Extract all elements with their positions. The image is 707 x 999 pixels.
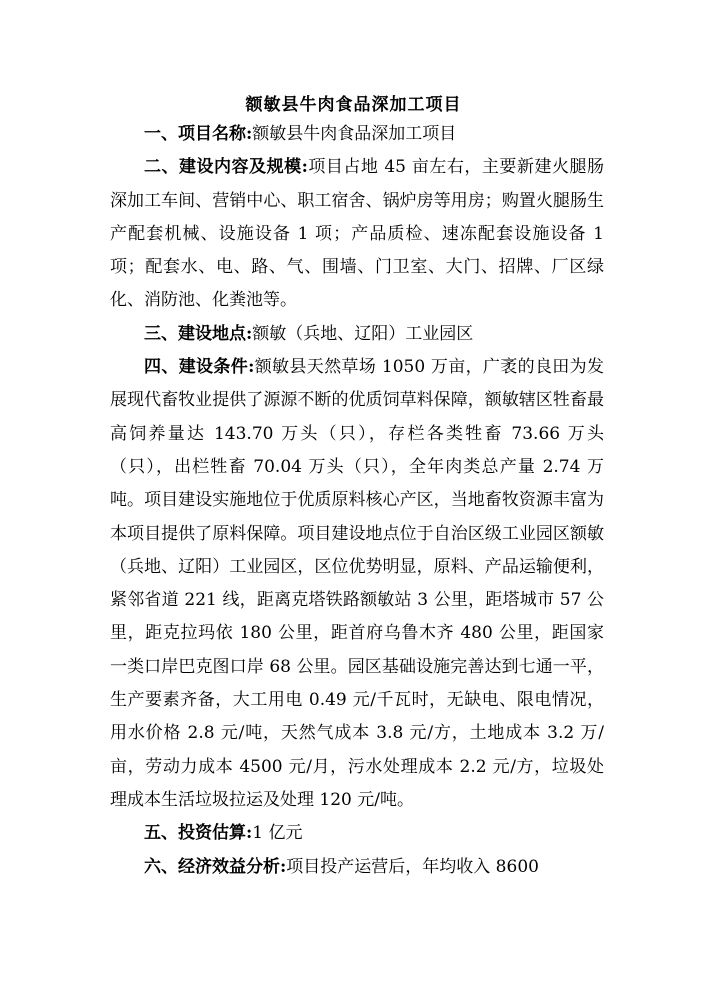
section-content-scale <box>110 151 604 317</box>
section-investment <box>110 817 604 850</box>
section-label: 一、项目名称: <box>144 124 253 144</box>
section-text: 项目投产运营后，年均收入 8600 <box>286 856 539 877</box>
section-text: 额敏（兵地、辽阳）工业园区 <box>252 323 474 344</box>
section-text: 1 亿元 <box>252 823 303 844</box>
document-body <box>110 118 604 884</box>
section-label: 五、投资估算: <box>144 823 253 844</box>
section-label: 六、经济效益分析: <box>144 856 287 877</box>
document-title: 额敏县牛肉食品深加工项目 <box>245 95 462 115</box>
section-text: 额敏县天然草场 1050 万亩，广袤的良田为发展现代畜牧业提供了源源不断的优质饲草料保障，额敏辖区牲畜最高饲养量达 143.70 万头（只），存栏各类牲畜 73.66 万头（只），出栏牲畜 70.04 万头（只），全年肉类总产量 2.74 万吨。项目建设实施地位于优质原料核心产区，当地畜牧资源丰富为本项目提供了原料保障。项目建设地点位于自治区级工业园区额敏（兵地、辽阳）工业园区，区位优势明显，原料、产品运输便利，紧邻省道 221 线，距离克塔铁路额敏站 3 公里，距塔城市 57 公里，距克拉玛依 180 公里，距首府乌鲁木齐 480 公里，距国家一类口岸巴克图口岸 68 公里。园区基础设施完善达到七通一平，生产要素齐备，大工用电 0.49 元/千瓦时，无缺电、限电情况，用水价格 2.8 元/吨，天然气成本 3.8 元/方，土地成本 3.2 万/亩，劳动力成本 4500 元/月，污水处理成本 2.2 元/方，垃圾处理成本生活垃圾拉运及处理 120 元/吨。 <box>110 357 604 810</box>
section-text: 项目占地 45 亩左右，主要新建火腿肠深加工车间、营销中心、职工宿舍、锅炉房等用房；购置火腿肠生产配套机械、设施设备 1 项；产品质检、速冻配套设施设备 1 项；配套水、电、路、气、围墙、门卫室、大门、招牌、厂区绿化、消防池、化粪池等。 <box>110 157 604 311</box>
section-project-name <box>110 118 604 151</box>
section-label: 三、建设地点: <box>144 323 253 344</box>
section-label: 二、建设内容及规模: <box>144 157 308 178</box>
section-economic-analysis <box>110 851 604 884</box>
section-location <box>110 318 604 351</box>
section-label: 四、建设条件: <box>144 357 255 378</box>
section-text: 额敏县牛肉食品深加工项目 <box>252 124 457 144</box>
section-conditions <box>110 351 604 817</box>
